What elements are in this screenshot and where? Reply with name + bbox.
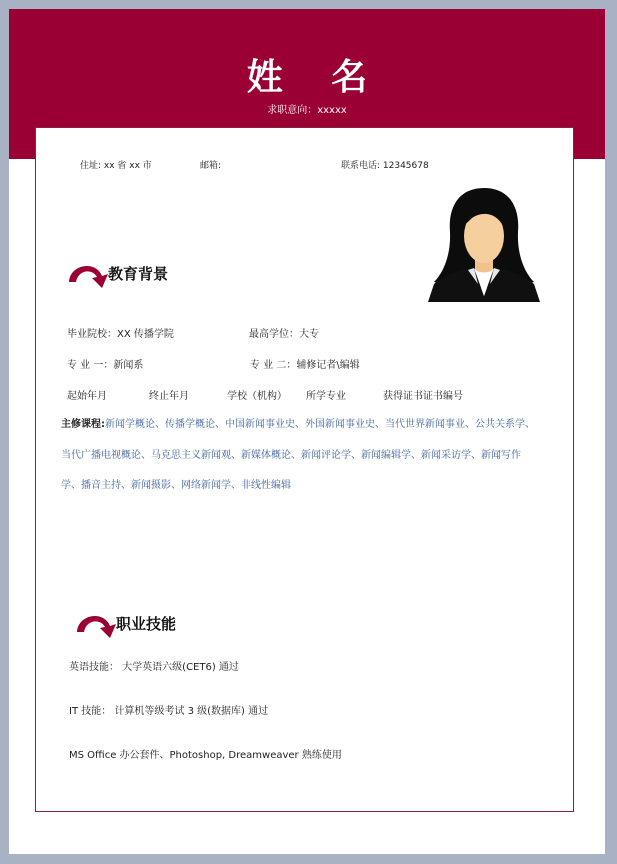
education-section-header — [66, 258, 168, 288]
col-header-start: 起始年月 — [67, 391, 107, 402]
courses-list: 新闻学概论、传播学概论、中国新闻事业史、外国新闻事业史、当代世界新闻事业、公共关系学、当代广播电视概论、马克思主义新闻观、新媒体概论、新闻评论学、新闻编辑学、新闻采访学、新闻写作学、播音主持、新闻摄影、网络新闻学、非线性编辑 — [61, 419, 535, 491]
contact-email: 邮箱: — [200, 161, 222, 171]
major-one: 专 业 一：新闻系 — [67, 360, 144, 371]
courses-label: 主修课程: — [61, 419, 105, 430]
col-header-certificate: 获得证书证书编号 — [383, 391, 463, 402]
contact-address: 住址: xx 省 xx 市 — [80, 161, 152, 171]
office-skill: MS Office 办公套件、Photoshop, Dreamweaver 熟练使用 — [69, 750, 342, 761]
school: 毕业院校：XX 传播学院 — [67, 329, 174, 340]
resume-card — [35, 127, 574, 812]
major-two: 专 业 二：辅修记者\编辑 — [250, 360, 360, 371]
col-header-end: 终止年月 — [149, 391, 189, 402]
degree: 最高学位：大专 — [249, 329, 319, 340]
curved-arrow-icon — [66, 258, 110, 288]
col-header-major: 所学专业 — [306, 391, 346, 402]
candidate-name: 姓 名 — [246, 57, 386, 98]
col-header-school: 学校（机构） — [227, 391, 287, 402]
english-skill: 英语技能： 大学英语六级(CET6) 通过 — [69, 662, 239, 673]
job-intent: 求职意向：xxxxx — [267, 105, 347, 116]
avatar-icon — [428, 184, 540, 302]
education-title: 教育背景 — [108, 264, 169, 283]
resume-page — [9, 9, 605, 854]
skills-section-header — [74, 608, 176, 638]
skills-title: 职业技能 — [116, 614, 177, 633]
contact-phone: 联系电话: 12345678 — [341, 161, 429, 171]
courses — [61, 410, 537, 502]
curved-arrow-icon — [74, 608, 118, 638]
it-skill: IT 技能： 计算机等级考试 3 级(数据库) 通过 — [69, 706, 269, 717]
